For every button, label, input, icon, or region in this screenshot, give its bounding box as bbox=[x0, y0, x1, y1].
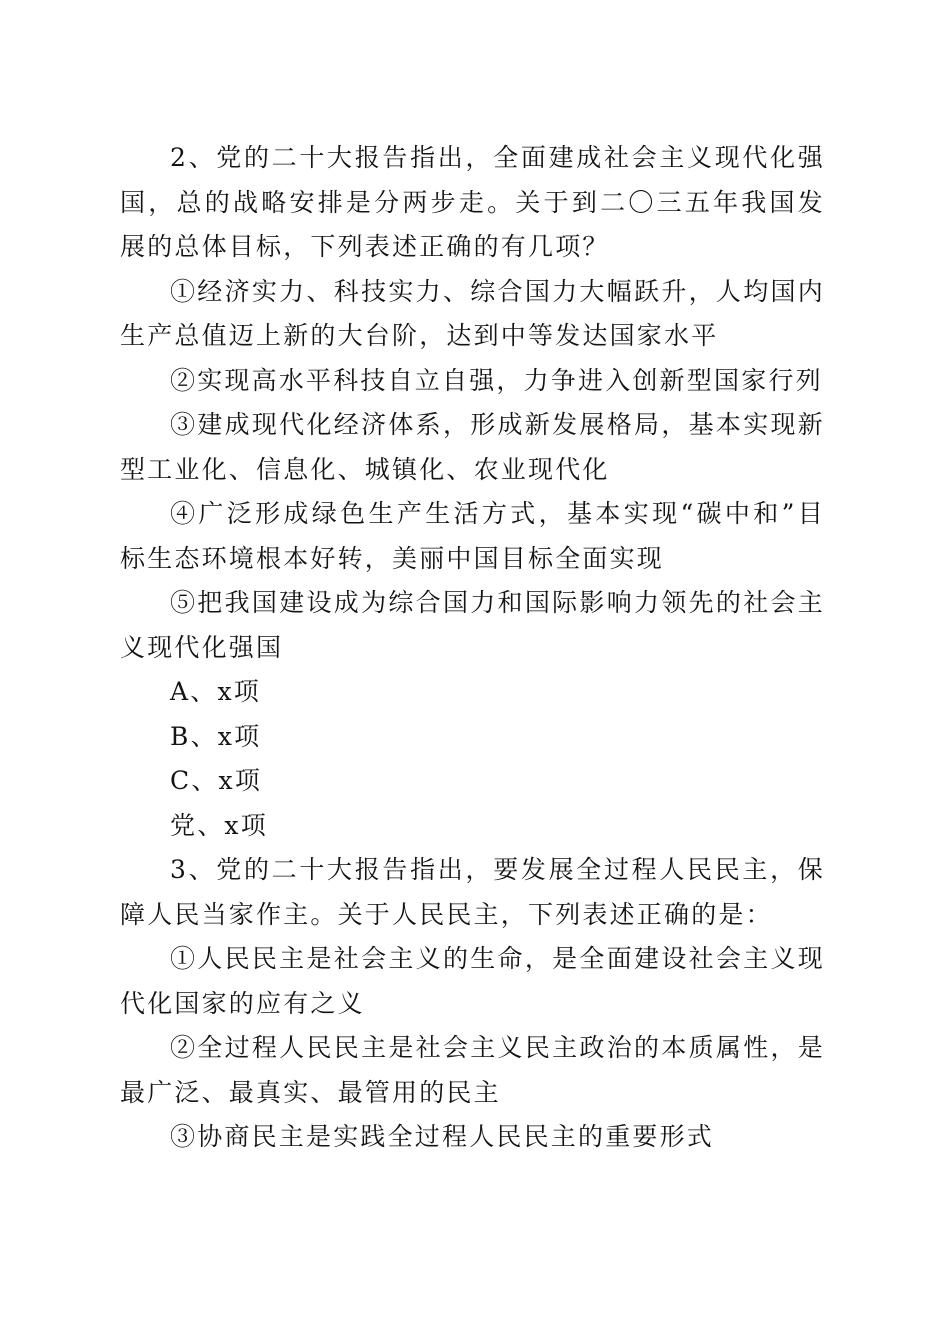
question-2-item-5: ⑤把我国建设成为综合国力和国际影响力领先的社会主义现代化强国 bbox=[120, 588, 825, 662]
question-2-item-4: ④广泛形成绿色生产生活方式，基本实现“碳中和”目标生态环境根本好转，美丽中国目标全面实现 bbox=[120, 499, 825, 573]
question-3-item-3: ③协商民主是实践全过程人民民主的重要形式 bbox=[170, 1122, 715, 1151]
question-2-stem: 2、党的二十大报告指出，全面建成社会主义现代化强国，总的战略安排是分两步走。关于到二〇三五年我国发展的总体目标，下列表述正确的有几项？ bbox=[120, 143, 825, 261]
question-2-option-d: 党、x项 bbox=[170, 810, 268, 840]
question-2-item-2: ②实现高水平科技自立自强，力争进入创新型国家行列 bbox=[170, 365, 823, 395]
question-3-stem: 3、党的二十大报告指出，要发展全过程人民民主，保障人民当家作主。关于人民民主，下列表述正确的是： bbox=[120, 855, 825, 929]
question-2-option-c: C、x项 bbox=[170, 766, 263, 795]
question-3-item-2: ②全过程人民民主是社会主义民主政治的本质属性，是最广泛、最真实、最管用的民主 bbox=[120, 1033, 825, 1107]
question-3-item-1: ①人民民主是社会主义的生命，是全面建设社会主义现代化国家的应有之义 bbox=[120, 944, 825, 1018]
question-2-option-b: B、x项 bbox=[170, 721, 262, 751]
question-2-option-a: A、x项 bbox=[170, 677, 261, 706]
document-body bbox=[120, 136, 825, 1160]
question-2-item-1: ①经济实力、科技实力、综合国力大幅跃升，人均国内生产总值迈上新的大台阶，达到中等发达国家水平 bbox=[120, 276, 825, 350]
question-2-item-3: ③建成现代化经济体系，形成新发展格局，基本实现新型工业化、信息化、城镇化、农业现代化 bbox=[120, 410, 825, 484]
